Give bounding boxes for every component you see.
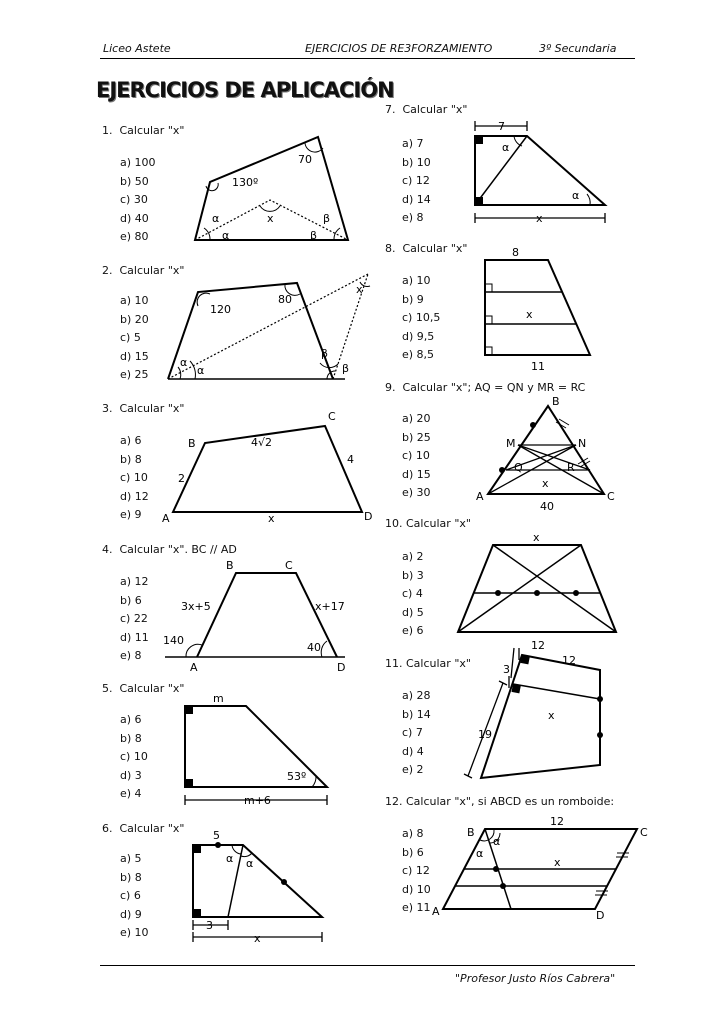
option: b) 8 xyxy=(120,452,142,466)
fig4-vertex-D: D xyxy=(337,661,346,674)
fig8-label-x: x xyxy=(526,308,533,321)
fig12-vertex-A: A xyxy=(432,905,440,918)
fig12-label-alpha: α xyxy=(493,835,501,848)
fig2-label-120: 120 xyxy=(210,303,231,316)
fig2-label-80: 80 xyxy=(278,293,292,306)
option: a) 100 xyxy=(120,156,156,169)
problem-8-question: 8. Calcular "x" xyxy=(385,242,468,255)
fig2-label-beta: β xyxy=(321,347,329,360)
option: e) 25 xyxy=(120,368,149,381)
option: c) 10,5 xyxy=(402,311,441,324)
fig11-label-19: 19 xyxy=(478,728,492,741)
fig6-label-x: x xyxy=(254,932,261,945)
fig7-label-top: 7 xyxy=(498,120,505,133)
fig1-label-alpha: α xyxy=(222,229,230,242)
fig3-vertex-A: A xyxy=(162,512,170,525)
option: c) 7 xyxy=(402,726,423,739)
fig9-vertex-A: A xyxy=(476,490,484,503)
option: d) 3 xyxy=(120,768,142,782)
fig9-label-x: x xyxy=(542,477,549,490)
option: e) 30 xyxy=(402,486,431,499)
fig7-label-x: x xyxy=(536,212,543,225)
fig9-point-N: N xyxy=(578,437,587,450)
fig12-vertex-B: B xyxy=(467,826,475,839)
option: b) 10 xyxy=(402,155,431,169)
fig6-label-top: 5 xyxy=(213,829,220,842)
fig3-vertex-B: B xyxy=(188,437,196,450)
option: c) 12 xyxy=(402,174,430,187)
option: a) 10 xyxy=(120,294,149,307)
header-title: EJERCICIOS DE RE3FORZAMIENTO xyxy=(305,42,493,55)
option: a) 5 xyxy=(120,852,142,865)
fig2-label-beta: β xyxy=(342,362,350,375)
fig9-vertex-B: B xyxy=(552,395,560,408)
fig12-label-x: x xyxy=(554,856,561,869)
fig6-label-seg: 3 xyxy=(206,919,213,932)
option: e) 2 xyxy=(402,763,424,776)
fig6-label-alpha: α xyxy=(246,857,254,870)
fig4-vertex-C: C xyxy=(285,559,293,572)
fig4-vertex-B: B xyxy=(226,559,234,572)
problem-6-question: 6. Calcular "x" xyxy=(102,822,185,835)
header-school: Liceo Astete xyxy=(103,42,171,55)
fig3-label-x: x xyxy=(268,512,275,525)
option: b) 20 xyxy=(120,312,149,326)
fig9-point-M: M xyxy=(506,437,516,450)
fig7-label-alpha: α xyxy=(572,189,580,202)
option: a) 7 xyxy=(402,137,424,150)
fig3-vertex-D: D xyxy=(364,510,373,523)
fig8-label-top: 8 xyxy=(512,246,519,259)
fig1-label-alpha: α xyxy=(212,212,220,225)
option: c) 30 xyxy=(120,193,148,206)
option: d) 9,5 xyxy=(402,329,435,343)
option: d) 15 xyxy=(402,467,431,481)
option: b) 6 xyxy=(402,845,424,859)
fig3-vertex-C: C xyxy=(328,410,336,423)
option: c) 10 xyxy=(120,750,148,763)
option: c) 22 xyxy=(120,612,148,625)
fig12-vertex-C: C xyxy=(640,826,648,839)
problem-5-question: 5. Calcular "x" xyxy=(102,682,185,695)
footer-rule xyxy=(100,965,635,966)
fig3-label-left: 2 xyxy=(178,472,185,485)
header-grade: 3º Secundaria xyxy=(539,42,617,55)
problem-12-question: 12. Calcular "x", si ABCD es un romboide: xyxy=(385,795,615,808)
problem-11-question: 11. Calcular "x" xyxy=(385,657,471,670)
option: d) 10 xyxy=(402,882,431,896)
option: b) 14 xyxy=(402,707,431,721)
fig9-point-R: R xyxy=(567,461,575,474)
option: d) 15 xyxy=(120,349,149,363)
fig3-label-right: 4 xyxy=(347,453,354,466)
option: c) 6 xyxy=(120,889,141,902)
fig4-label-ext: 140 xyxy=(163,634,184,647)
fig7-label-alpha: α xyxy=(502,141,510,154)
fig3-label-top: 4√2 xyxy=(251,436,273,449)
option: d) 14 xyxy=(402,192,431,206)
option: c) 4 xyxy=(402,587,423,600)
option: a) 6 xyxy=(120,713,142,726)
option: e) 10 xyxy=(120,926,149,939)
fig10-label-x: x xyxy=(533,531,540,544)
option: c) 5 xyxy=(120,331,141,344)
fig2-label-alpha: α xyxy=(180,356,188,369)
option: a) 20 xyxy=(402,412,431,425)
option: b) 8 xyxy=(120,870,142,884)
option: d) 9 xyxy=(120,907,142,921)
option: e) 80 xyxy=(120,230,149,243)
fig1-label-angle: 130º xyxy=(232,176,259,189)
option: d) 40 xyxy=(120,211,149,225)
option: b) 9 xyxy=(402,292,424,306)
fig4-vertex-A: A xyxy=(190,661,198,674)
option: e) 8,5 xyxy=(402,348,435,361)
fig1-label-beta: β xyxy=(310,229,318,242)
fig4-label-right: x+17 xyxy=(315,600,345,613)
option: e) 9 xyxy=(120,508,142,521)
option: d) 4 xyxy=(402,744,424,758)
option: c) 10 xyxy=(120,471,148,484)
fig2-label-alpha: α xyxy=(197,364,205,377)
fig1-label-beta: β xyxy=(323,212,331,225)
option: b) 3 xyxy=(402,568,424,582)
option: b) 6 xyxy=(120,593,142,607)
option: a) 6 xyxy=(120,434,142,447)
problem-2-question: 2. Calcular "x" xyxy=(102,264,185,277)
fig9-vertex-C: C xyxy=(607,490,615,503)
problem-10-question: 10. Calcular "x" xyxy=(385,517,471,530)
fig5-label-top: m xyxy=(213,692,224,705)
fig9-point-Q: Q xyxy=(514,461,523,474)
option: c) 10 xyxy=(402,449,430,462)
fig12-label-top: 12 xyxy=(550,815,564,828)
fig11-label-3: 3 xyxy=(503,663,510,676)
footer-author: "Profesor Justo Ríos Cabrera" xyxy=(455,972,616,985)
fig12-label-alpha: α xyxy=(476,847,484,860)
fig4-label-angle: 40 xyxy=(307,641,321,654)
fig5-label-angle: 53º xyxy=(287,770,307,783)
section-banner: EJERCICIOS DE APLICACIÓN xyxy=(96,78,394,102)
option: e) 6 xyxy=(402,624,424,637)
fig6-label-alpha: α xyxy=(226,852,234,865)
fig11-label-top: 12 xyxy=(531,639,545,652)
option: b) 25 xyxy=(402,430,431,444)
option: b) 8 xyxy=(120,731,142,745)
fig11-label-top-right: 12 xyxy=(562,654,576,667)
option: e) 11 xyxy=(402,901,431,914)
fig1-label-top: 70 xyxy=(298,153,312,166)
fig9-label-base: 40 xyxy=(540,500,554,513)
problem-1-question: 1. Calcular "x" xyxy=(102,124,185,137)
fig12-vertex-D: D xyxy=(596,909,605,922)
fig5-label-bottom: m+6 xyxy=(244,794,271,807)
fig11-label-x: x xyxy=(548,709,555,722)
option: e) 4 xyxy=(120,787,142,800)
problem-9-question: 9. Calcular "x"; AQ = QN y MR = RC xyxy=(385,381,586,394)
option: a) 8 xyxy=(402,827,424,840)
option: b) 50 xyxy=(120,174,149,188)
option: a) 12 xyxy=(120,575,149,588)
option: d) 5 xyxy=(402,605,424,619)
fig4-label-left: 3x+5 xyxy=(181,600,211,613)
option: c) 12 xyxy=(402,864,430,877)
option: e) 8 xyxy=(402,211,424,224)
option: a) 2 xyxy=(402,550,424,563)
fig2-label-x: x xyxy=(356,283,363,296)
problem-4-question: 4. Calcular "x". BC // AD xyxy=(102,543,237,556)
option: d) 11 xyxy=(120,630,149,644)
option: a) 10 xyxy=(402,274,431,287)
fig1-label-x: x xyxy=(267,212,274,225)
option: d) 12 xyxy=(120,489,149,503)
problem-7-question: 7. Calcular "x" xyxy=(385,103,468,116)
option: e) 8 xyxy=(120,649,142,662)
fig8-label-bottom: 11 xyxy=(531,360,545,373)
option: a) 28 xyxy=(402,689,431,702)
problem-3-question: 3. Calcular "x" xyxy=(102,402,185,415)
